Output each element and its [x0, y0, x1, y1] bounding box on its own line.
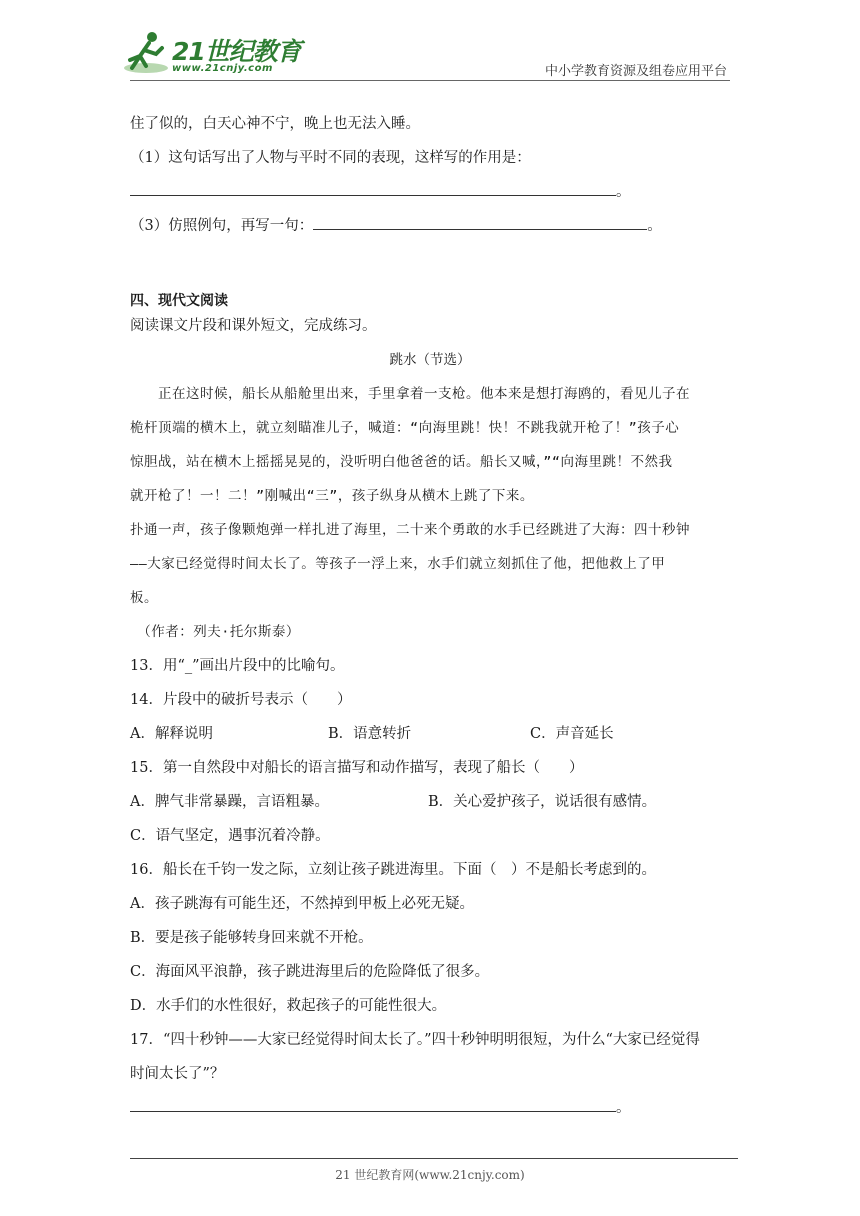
- site-logo: [122, 30, 302, 80]
- question-16: 16．船长在千钧一发之际，立刻让孩子跳进海里。下面（ ）不是船长考虑到的。: [130, 862, 656, 878]
- answer-blank[interactable]: [130, 181, 616, 196]
- option-b[interactable]: B．语意转折: [328, 726, 412, 742]
- question-14: 14．片段中的破折号表示（ ）: [130, 692, 352, 708]
- answer-blank[interactable]: [313, 215, 647, 230]
- question-1: （1）这句话写出了人物与平时不同的表现，这样写的作用是：: [130, 150, 531, 166]
- passage-line: 就开枪了！一！二！”刚喊出“三”，孩子纵身从横木上跳了下来。: [130, 488, 534, 504]
- passage-line: 惊胆战，站在横木上摇摇晃晃的，没听明白他爸爸的话。船长又喊，”“向海里跳！不然我: [130, 454, 673, 470]
- section-title: 四、现代文阅读: [130, 293, 228, 309]
- question-17: 17．“四十秒钟——大家已经觉得时间太长了。”四十秒钟明明很短，为什么“大家已经觉得: [130, 1032, 700, 1048]
- option-c[interactable]: C．声音延长: [530, 726, 614, 742]
- option-b[interactable]: B．关心爱护孩子，说话很有感情。: [428, 794, 657, 810]
- page-header: [0, 0, 860, 90]
- question-17-cont: 时间太长了”？: [130, 1066, 225, 1082]
- option-c[interactable]: C．海面风平浪静，孩子跳进海里后的危险降低了很多。: [130, 964, 490, 980]
- option-c[interactable]: C．语气坚定，遇事沉着冷静。: [130, 828, 330, 844]
- question-15: 15．第一自然段中对船长的语言描写和动作描写，表现了船长（ ）: [130, 760, 584, 776]
- section-instruction: 阅读课文片段和课外短文，完成练习。: [130, 318, 377, 334]
- option-a[interactable]: A．解释说明: [130, 726, 213, 742]
- passage-line: 正在这时候，船长从船舱里出来，手里拿着一支枪。他本来是想打海鸥的，看见儿子在: [130, 386, 690, 402]
- logo-url: www.21cnjy.com: [172, 63, 273, 74]
- passage-line: 板。: [130, 590, 158, 606]
- logo-brand: 21世纪教育: [172, 37, 301, 66]
- answer-blank[interactable]: [130, 1097, 616, 1112]
- option-d[interactable]: D．水手们的水性很好，救起孩子的可能性很大。: [130, 998, 447, 1014]
- text-line: 住了似的，白天心神不宁，晚上也无法入睡。: [130, 116, 420, 132]
- question-3: （3）仿照例句，再写一句： 。: [130, 214, 662, 235]
- passage-title: 跳水（节选）: [389, 352, 471, 368]
- runner-logo-icon: [122, 30, 170, 76]
- header-tagline: 中小学教育资源及组卷应用平台: [544, 64, 727, 79]
- answer-line-1: 。: [130, 180, 631, 201]
- option-b[interactable]: B．要是孩子能够转身回来就不开枪。: [130, 930, 373, 946]
- passage-author: （作者：列夫·托尔斯泰）: [130, 624, 300, 640]
- question-13: 13．用“_”画出片段中的比喻句。: [130, 658, 345, 674]
- passage-line: 扑通一声，孩子像颗炮弹一样扎进了海里，二十来个勇敢的水手已经跳进了大海：四十秒钟: [130, 522, 690, 538]
- passage-line: 桅杆顶端的横木上，就立刻瞄准儿子，喊道：“向海里跳！快！不跳我就开枪了！”孩子心: [130, 420, 680, 436]
- answer-line-17: 。: [130, 1096, 631, 1117]
- footer-divider: [130, 1158, 738, 1159]
- passage-line: ——大家已经觉得时间太长了。等孩子一浮上来，水手们就立刻抓住了他，把他救上了甲: [130, 556, 666, 572]
- option-a[interactable]: A．脾气非常暴躁，言语粗暴。: [130, 794, 329, 810]
- page-footer: 21 世纪教育网(www.21cnjy.com): [335, 1168, 525, 1182]
- option-a[interactable]: A．孩子跳海有可能生还，不然掉到甲板上必死无疑。: [130, 896, 474, 912]
- header-divider: [130, 80, 730, 81]
